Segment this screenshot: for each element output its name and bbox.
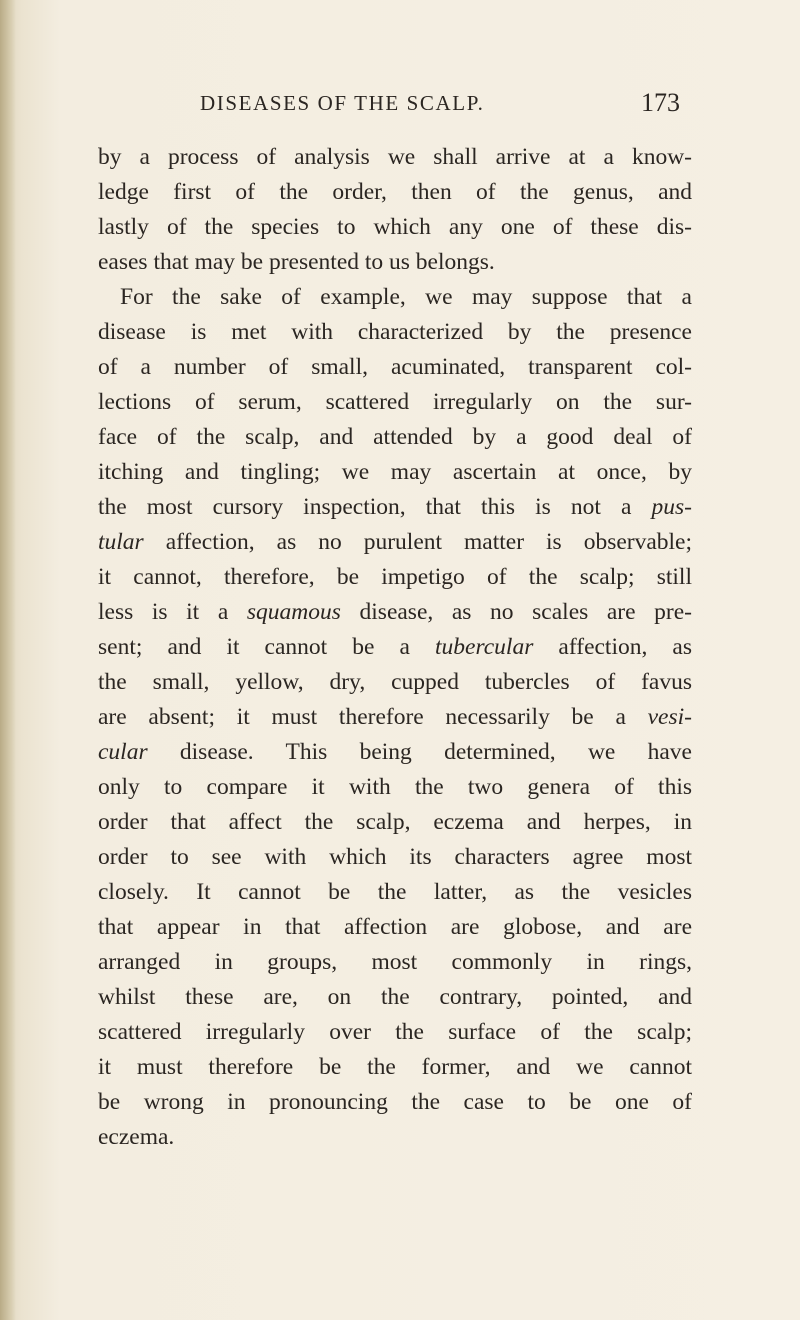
text-run: the most cursory inspection, that this is not a (98, 494, 632, 520)
text-run: sent; and it cannot be a (98, 634, 410, 660)
text-line: by a process of analysis we shall arrive at a know- (98, 144, 692, 170)
text-line: whilst these are, on the contrary, pointed, and (98, 984, 692, 1010)
text-line: eases that may be presented to us belongs. (98, 249, 495, 275)
italic-term: tular (98, 529, 144, 555)
page-gutter-shadow (0, 0, 16, 1320)
text-line (98, 490, 692, 525)
text-line: ledge first of the order, then of the genus, and (98, 179, 692, 205)
text-line: order to see with which its characters agree most (98, 844, 692, 870)
text-line: itching and tingling; we may ascertain at once, by (98, 459, 692, 485)
text-line: order that affect the scalp, eczema and herpes, in (98, 809, 692, 835)
text-line: it must therefore be the former, and we cannot (98, 1054, 692, 1080)
text-line: that appear in that affection are globose, and are (98, 914, 692, 940)
text-line: face of the scalp, and attended by a good deal of (98, 424, 692, 450)
text-run: affection, as (558, 634, 692, 660)
text-line: only to compare it with the two genera of this (98, 774, 692, 800)
text-line (98, 735, 692, 770)
text-run: disease. This being determined, we have (179, 739, 692, 765)
text-line (98, 630, 692, 665)
text-line: it cannot, therefore, be impetigo of the scalp; still (98, 564, 692, 590)
text-line (98, 595, 692, 630)
text-line: eczema. (98, 1124, 175, 1150)
body-text (98, 140, 692, 1155)
running-head: DISEASES OF THE SCALP. (200, 91, 485, 115)
text-line: of a number of small, acuminated, transparent col- (98, 354, 692, 380)
text-run: are absent; it must therefore necessarily be a (98, 704, 626, 730)
text-line: the small, yellow, dry, cupped tubercles of favus (98, 669, 692, 695)
text-line: arranged in groups, most commonly in rings, (98, 949, 692, 975)
text-run: less is it a (98, 599, 229, 625)
page-header (200, 86, 680, 120)
italic-term: vesi- (647, 704, 692, 730)
text-line: disease is met with characterized by the presence (98, 319, 692, 345)
text-run: affection, as no purulent matter is observable; (165, 529, 693, 555)
text-line (98, 700, 692, 735)
text-line: For the sake of example, we may suppose that a (120, 284, 692, 310)
italic-term: cular (98, 739, 148, 765)
italic-term: squamous (246, 599, 341, 625)
italic-term: pus- (651, 494, 692, 520)
text-line: lastly of the species to which any one of these dis- (98, 214, 692, 240)
text-line: scattered irregularly over the surface of the scalp; (98, 1019, 692, 1045)
text-line (98, 525, 692, 560)
text-line: be wrong in pronouncing the case to be one of (98, 1089, 692, 1115)
text-line: lections of serum, scattered irregularly on the sur- (98, 389, 692, 415)
text-run: disease, as no scales are pre- (359, 599, 693, 625)
italic-term: tubercular (435, 634, 534, 660)
text-line: closely. It cannot be the latter, as the vesicles (98, 879, 692, 905)
page-number: 173 (641, 88, 680, 117)
